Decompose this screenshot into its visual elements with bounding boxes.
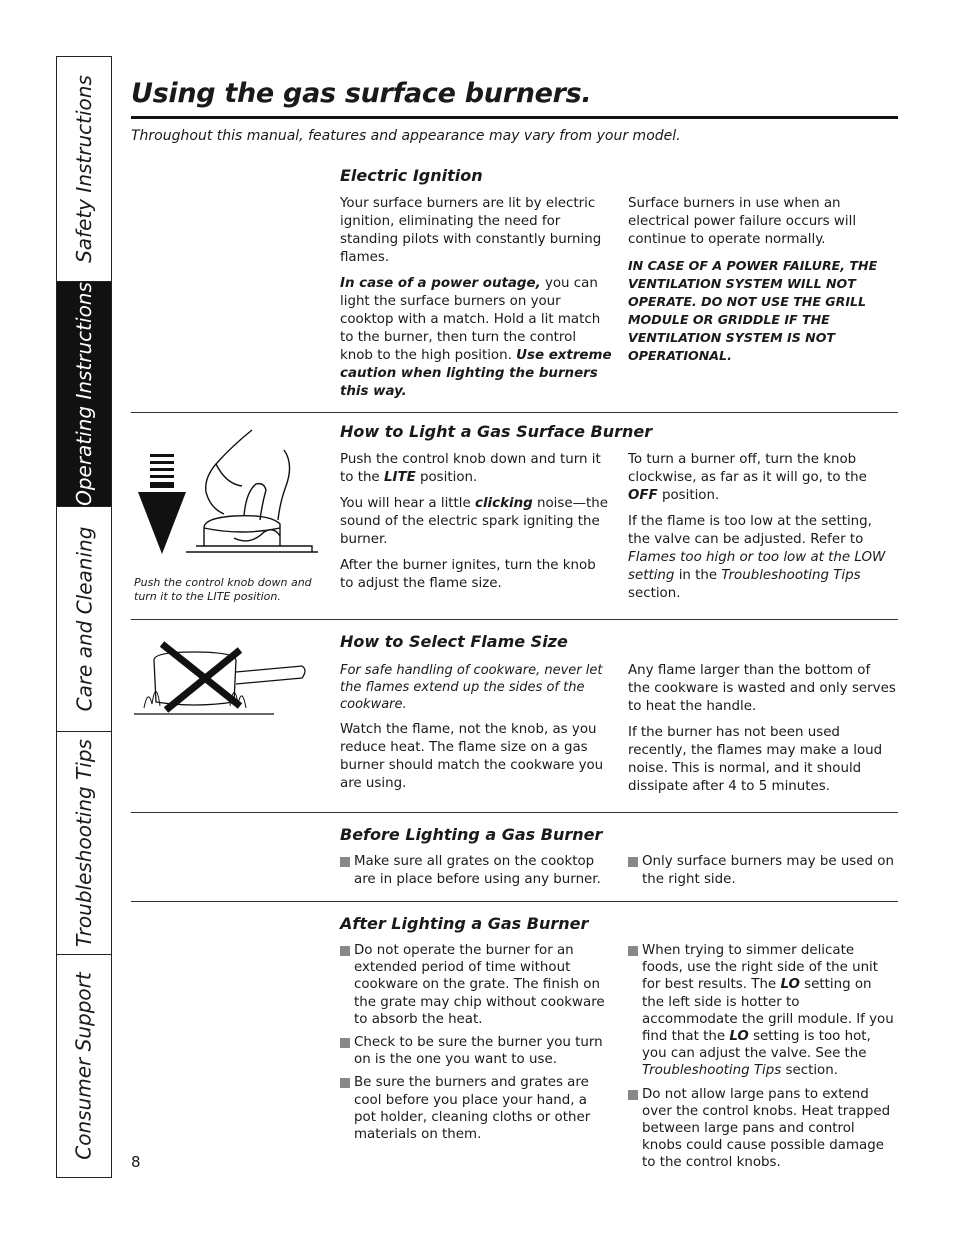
bullet-icon	[340, 857, 350, 867]
body-text: position.	[415, 470, 478, 485]
body-text: you can light the surface burners on your cooktop with a match. Hold a lit match to the burner, then turn the control knob to the high position.	[340, 276, 601, 363]
body-text: section.	[628, 586, 681, 601]
tab-safety-instructions[interactable]	[57, 57, 111, 282]
section-tabs	[56, 56, 112, 1178]
page-subtitle: Throughout this manual, features and appearance may vary from your model.	[131, 128, 681, 144]
section-divider	[131, 812, 898, 813]
clicking-text: clicking	[475, 496, 533, 511]
body-text: If the flame is too low at the setting, the valve can be adjusted. Refer to	[628, 514, 872, 547]
tab-label: Troubleshooting Tips	[72, 739, 97, 947]
list-item-text: Check to be sure the burner you turn on is the one you want to use.	[354, 1035, 603, 1068]
body-text: noise—the sound of the electric spark igniting the burner.	[340, 496, 608, 547]
flame-size-heading: How to Select Flame Size	[340, 632, 568, 651]
reference-text: Troubleshooting Tips	[721, 568, 861, 583]
before-lighting-left	[340, 853, 612, 895]
page-number: 8	[131, 1153, 141, 1171]
section-divider	[131, 619, 898, 620]
section-divider	[131, 412, 898, 413]
body-text: position.	[657, 488, 720, 503]
reference-text: Flames too high or too low at the LOW setting	[628, 550, 886, 583]
lo-text: LO	[780, 977, 800, 993]
bullet-icon	[628, 946, 638, 956]
tab-label: Operating Instructions	[72, 282, 96, 506]
body-text: Push the control knob down and turn it to the	[340, 452, 601, 485]
list-item-text: Make sure all grates on the cooktop are in place before using any burner.	[354, 854, 601, 887]
bullet-icon	[628, 857, 638, 867]
watch-flame-paragraph: Watch the flame, not the knob, as you reduce heat. The flame size on a gas burner should match the cookware you are using.	[340, 722, 604, 791]
list-item	[628, 1086, 896, 1172]
page-title: Using the gas surface burners.	[131, 78, 592, 109]
tab-label: Safety Instructions	[72, 75, 97, 263]
push-knob-paragraph	[340, 451, 612, 487]
prohibited-x-icon	[162, 644, 240, 710]
section-divider	[131, 901, 898, 902]
list-item	[628, 942, 896, 1080]
body-text: in the	[674, 568, 722, 583]
safe-handling-note: For safe handling of cookware, never let the flames extend up the sides of the cookware.	[340, 663, 603, 712]
list-item	[340, 1074, 612, 1143]
light-burner-left	[340, 451, 612, 601]
before-lighting-heading: Before Lighting a Gas Burner	[340, 825, 603, 844]
tab-care-and-cleaning[interactable]	[57, 507, 111, 732]
before-lighting-right	[628, 853, 896, 895]
down-arrow-icon	[138, 454, 186, 554]
bullet-icon	[628, 1090, 638, 1100]
ignition-paragraph: Your surface burners are lit by electric ignition, eliminating the need for standing pilots with constantly burning flames.	[340, 196, 602, 265]
flame-size-left	[340, 662, 612, 801]
list-item-text	[642, 943, 894, 1078]
body-text: setting on the left side is hotter to accommodate the grill module. If you find that the	[642, 977, 894, 1045]
body-text: section.	[781, 1063, 838, 1079]
list-item-text: Be sure the burners and grates are cool before you place your hand, a pot holder, cleaning cloths or other materials on them.	[354, 1075, 591, 1143]
list-item-text: Do not allow large pans to extend over the control knobs. Heat trapped between large pans and control knobs could cause possible damage to the control knobs.	[642, 1086, 891, 1171]
after-lighting-right	[628, 942, 896, 1178]
hand-and-knob-icon	[186, 430, 318, 552]
tab-troubleshooting-tips[interactable]	[57, 732, 111, 955]
body-text: To turn a burner off, turn the knob clockwise, as far as it will go, to the	[628, 452, 867, 485]
after-lighting-left	[340, 942, 612, 1149]
electric-ignition-left	[340, 195, 612, 409]
light-burner-right	[628, 451, 896, 611]
list-item-text: Only surface burners may be used on the right side.	[642, 854, 894, 887]
body-text: When trying to simmer delicate foods, use the right side of the unit for best results. The	[642, 943, 879, 993]
light-burner-heading: How to Light a Gas Surface Burner	[340, 422, 653, 441]
flame-size-right	[628, 662, 896, 804]
bullet-icon	[340, 1038, 350, 1048]
adjust-flame-paragraph: After the burner ignites, turn the knob to adjust the flame size.	[340, 558, 596, 591]
title-divider	[131, 116, 898, 119]
body-text: You will hear a little	[340, 496, 476, 511]
power-failure-paragraph: Surface burners in use when an electrical power failure occurs will continue to operate normally.	[628, 196, 857, 247]
flame-too-low-paragraph	[628, 513, 896, 603]
pan-flame-illustration	[134, 638, 314, 720]
reference-text: Troubleshooting Tips	[642, 1063, 782, 1079]
tab-consumer-support[interactable]	[57, 955, 111, 1177]
list-item	[628, 853, 896, 889]
tab-label: Care and Cleaning	[72, 526, 96, 712]
list-item-text: Do not operate the burner for an extended period of time without cookware on the grate. The finish on the grate may chip without cookware to absorb the heat.	[354, 943, 605, 1027]
illustration-caption: Push the control knob down and turn it to the LITE position.	[134, 576, 312, 603]
pan-icon	[134, 652, 305, 714]
list-item	[340, 942, 612, 1028]
body-text: setting is too hot, you can adjust the valve. See the	[642, 1029, 871, 1062]
list-item	[340, 853, 612, 889]
bullet-icon	[340, 1078, 350, 1088]
electric-ignition-heading: Electric Ignition	[340, 166, 483, 185]
off-text: OFF	[628, 488, 658, 503]
list-item	[340, 1034, 612, 1068]
ventilation-warning: IN CASE OF A POWER FAILURE, THE VENTILATION SYSTEM WILL NOT OPERATE. DO NOT USE THE GRILL MODULE OR GRIDDLE IF THE VENTILATION SYSTEM IS NOT OPERATIONAL.	[628, 258, 878, 363]
loud-noise-paragraph: If the burner has not been used recently, the flames may make a loud noise. This is normal, and it should dissipate after 4 to 5 minutes.	[628, 725, 883, 794]
tab-label: Consumer Support	[72, 972, 96, 1160]
clicking-paragraph	[340, 495, 612, 549]
caution-text: Use extreme caution when lighting the burners this way.	[340, 348, 612, 399]
wasted-flame-paragraph: Any flame larger than the bottom of the cookware is wasted and only serves to heat the handle.	[628, 663, 896, 714]
bold-text: In case of a power outage,	[340, 276, 541, 291]
tab-operating-instructions[interactable]	[57, 282, 111, 507]
electric-ignition-right	[628, 195, 896, 373]
knob-push-illustration	[134, 428, 324, 568]
turn-off-paragraph	[628, 451, 896, 505]
bullet-icon	[340, 946, 350, 956]
lo-text: LO	[729, 1029, 749, 1045]
power-outage-paragraph	[340, 275, 612, 401]
lite-text: LITE	[383, 470, 416, 485]
after-lighting-heading: After Lighting a Gas Burner	[340, 914, 589, 933]
